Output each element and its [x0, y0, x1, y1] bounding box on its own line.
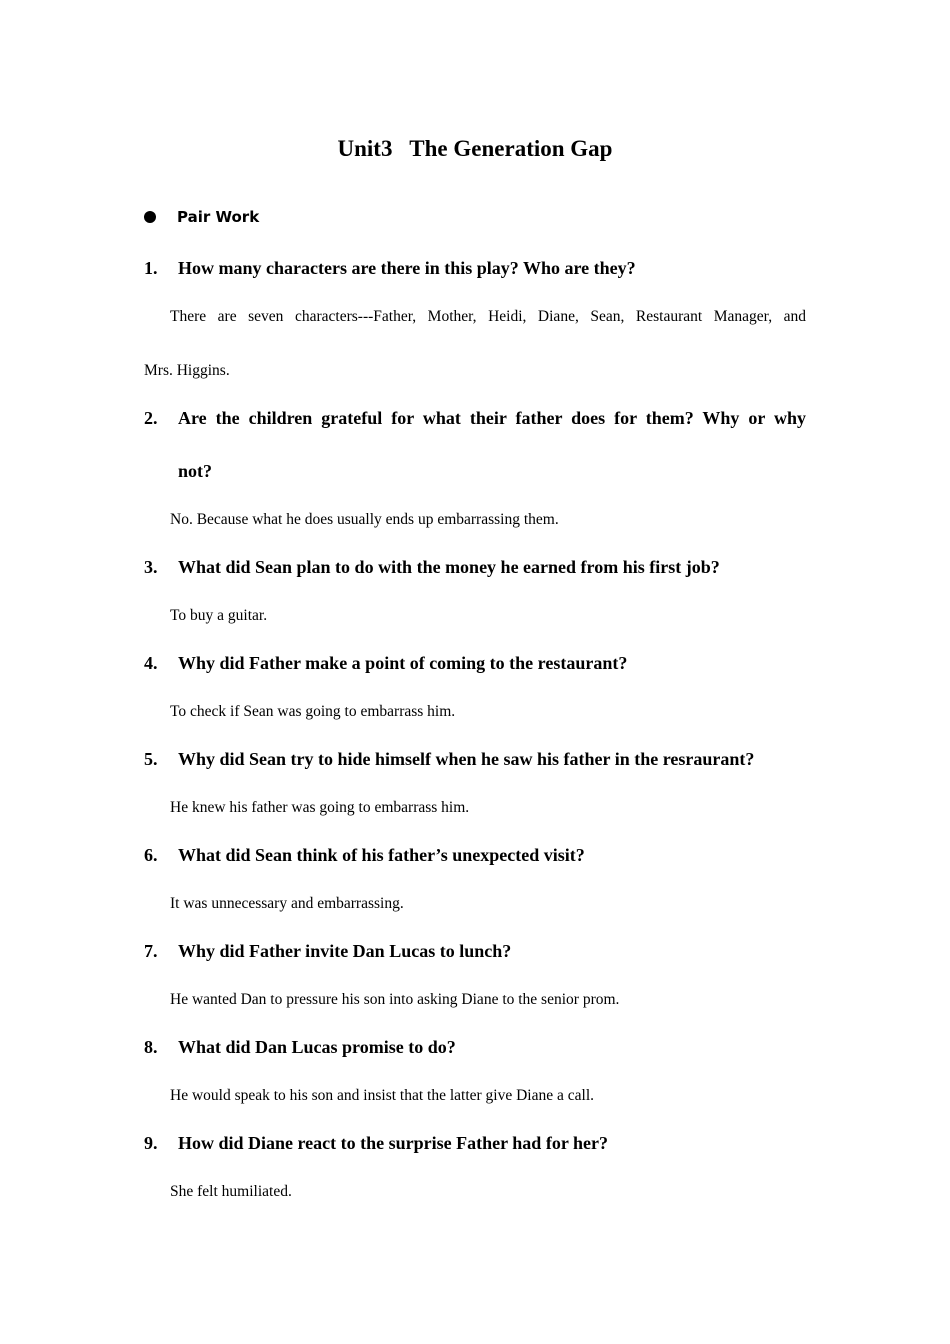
question-number: 7.: [144, 941, 158, 961]
question-text: What did Sean think of his father’s unexpected visit?: [178, 845, 585, 865]
question-8: [144, 1035, 806, 1059]
question-number: 6.: [144, 845, 158, 865]
question-7: [144, 939, 806, 963]
question-6: [144, 843, 806, 867]
answer-7: He wanted Dan to pressure his son into asking Diane to the senior prom.: [170, 991, 620, 1008]
question-number: 3.: [144, 557, 158, 577]
answer-9: She felt humiliated.: [170, 1183, 292, 1200]
question-1: [144, 256, 806, 280]
question-number: 5.: [144, 749, 158, 769]
question-4: [144, 651, 806, 675]
question-text: How many characters are there in this play? Who are they?: [178, 258, 636, 278]
question-text: Why did Father invite Dan Lucas to lunch?: [178, 941, 512, 961]
question-text: What did Sean plan to do with the money he earned from his first job?: [178, 557, 720, 577]
answer-4: To check if Sean was going to embarrass him.: [170, 703, 456, 720]
question-number: 8.: [144, 1037, 158, 1057]
section-heading: [144, 205, 259, 229]
question-5: [144, 747, 806, 771]
question-text: How did Diane react to the surprise Father had for her?: [178, 1133, 608, 1153]
question-2: [144, 406, 806, 430]
question-text-line-1: Are the children grateful for what their father does for them? Why or why: [178, 408, 806, 428]
question-text: Why did Sean try to hide himself when he saw his father in the resraurant?: [178, 749, 755, 769]
question-number: 2.: [144, 408, 158, 428]
section-label: Pair Work: [177, 208, 260, 226]
question-number: 4.: [144, 653, 158, 673]
answer-2: No. Because what he does usually ends up embarrassing them.: [170, 511, 559, 528]
answer-1-line-1: There are seven characters---Father, Mother, Heidi, Diane, Sean, Restaurant Manager, and: [170, 308, 806, 325]
answer-8: He would speak to his son and insist that the latter give Diane a call.: [170, 1087, 594, 1104]
question-text: Why did Father make a point of coming to the restaurant?: [178, 653, 628, 673]
answer-6: It was unnecessary and embarrassing.: [170, 895, 404, 912]
question-2-line-2: not?: [178, 461, 213, 481]
question-3: [144, 555, 806, 579]
question-text: What did Dan Lucas promise to do?: [178, 1037, 456, 1057]
bullet-icon: [144, 211, 156, 223]
page-title: Unit3 The Generation Gap: [337, 136, 613, 161]
answer-5: He knew his father was going to embarrass him.: [170, 799, 470, 816]
question-number: 9.: [144, 1133, 158, 1153]
question-9: [144, 1131, 806, 1155]
answer-3: To buy a guitar.: [170, 607, 268, 624]
question-number: 1.: [144, 258, 158, 278]
answer-1-line-2: Mrs. Higgins.: [144, 362, 230, 379]
